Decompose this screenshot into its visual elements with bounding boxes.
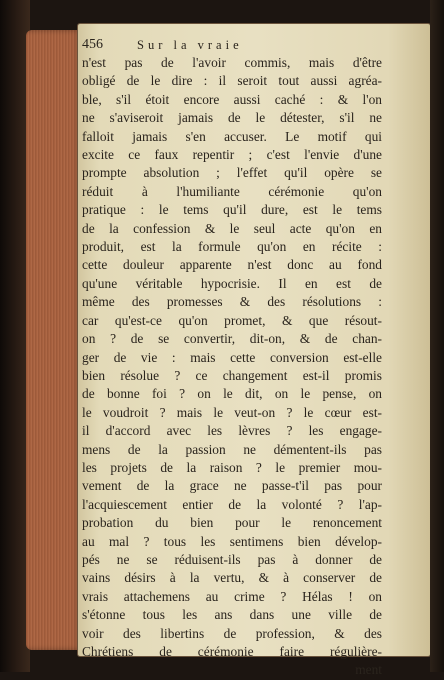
text-line: réduit à l'humiliante cérémonie qu'on	[82, 183, 382, 199]
text-line: vement de la grace ne passe-t'il pas pour	[82, 478, 382, 494]
text-line: le voudroit ? mais le veut-on ? le cœur est-	[82, 404, 382, 420]
text-line: de bonne foi ? on le dit, on le pense, on	[82, 386, 382, 402]
page-number: 456	[82, 37, 103, 52]
text-line: de la confession & le seul acte qu'on en	[82, 220, 382, 236]
text-line: pratique : le tems qu'il dure, est le tems	[82, 202, 382, 218]
text-line: au mal ? tous les sentimens bien dévelop-	[82, 533, 382, 549]
text-line: qu'une véritable hypocrisie. Il en est de	[82, 275, 382, 291]
page-fore-edge	[26, 30, 82, 650]
text-line: vains désirs à la vertu, & à conserver de	[82, 570, 382, 586]
text-lines	[82, 54, 382, 661]
text-line: il d'accord avec les lèvres ? les engage-	[82, 423, 382, 439]
text-line: ne s'aviseroit jamais de le détester, s'il ne	[82, 110, 382, 126]
text-line: l'acquiescement entier de la volonté ? l'ap-	[82, 496, 382, 512]
text-line: s'étonne tous les ans dans une ville de	[82, 607, 382, 623]
text-line: car qu'est-ce qu'on promet, & que résout-	[82, 312, 382, 328]
text-line: mens de la passion ne démentent-ils pas	[82, 441, 382, 457]
text-line: on ? de se convertir, dit-on, & de chan-	[82, 331, 382, 347]
text-line: produit, est la formule qu'on en récite :	[82, 239, 382, 255]
text-line: Chrétiens de cérémonie faire régulière-	[82, 644, 382, 659]
page-text	[82, 36, 382, 680]
text-line: bien résolue ? ce changement est-il promis	[82, 367, 382, 383]
text-line: les projets de la raison ? le premier mou-	[82, 459, 382, 475]
page-header	[82, 36, 382, 54]
text-line: même des promesses & des résolutions :	[82, 294, 382, 310]
text-line: prompte absolution ; l'effet qu'il opère se	[82, 165, 382, 181]
running-title: Sur la vraie	[137, 38, 243, 52]
text-line: vrais attachemens au crime ? Hélas ! on	[82, 588, 382, 604]
text-line: ble, s'il étoit encore aussi caché : & l'on	[82, 91, 382, 107]
text-line: voir des libertins de profession, & des	[82, 625, 382, 641]
text-line: obligé de le dire : il seroit tout aussi agréa-	[82, 73, 382, 89]
text-line: falloit jamais s'en accuser. Le motif qui	[82, 128, 382, 144]
text-line: cette douleur apparente n'est donc au fond	[82, 257, 382, 273]
catchword: ment	[355, 662, 382, 678]
text-line: probation du bien pour le renoncement	[82, 515, 382, 531]
text-line: excite ce faux repentir ; c'est l'envie d'une	[82, 147, 382, 163]
text-line: n'est pas de l'avoir commis, mais d'être	[82, 55, 382, 70]
text-line: ger de vie : mais cette conversion est-elle	[82, 349, 382, 365]
facing-page-edge	[430, 0, 444, 672]
text-line: pés ne se réduisent-ils pas à donner de	[82, 551, 382, 567]
